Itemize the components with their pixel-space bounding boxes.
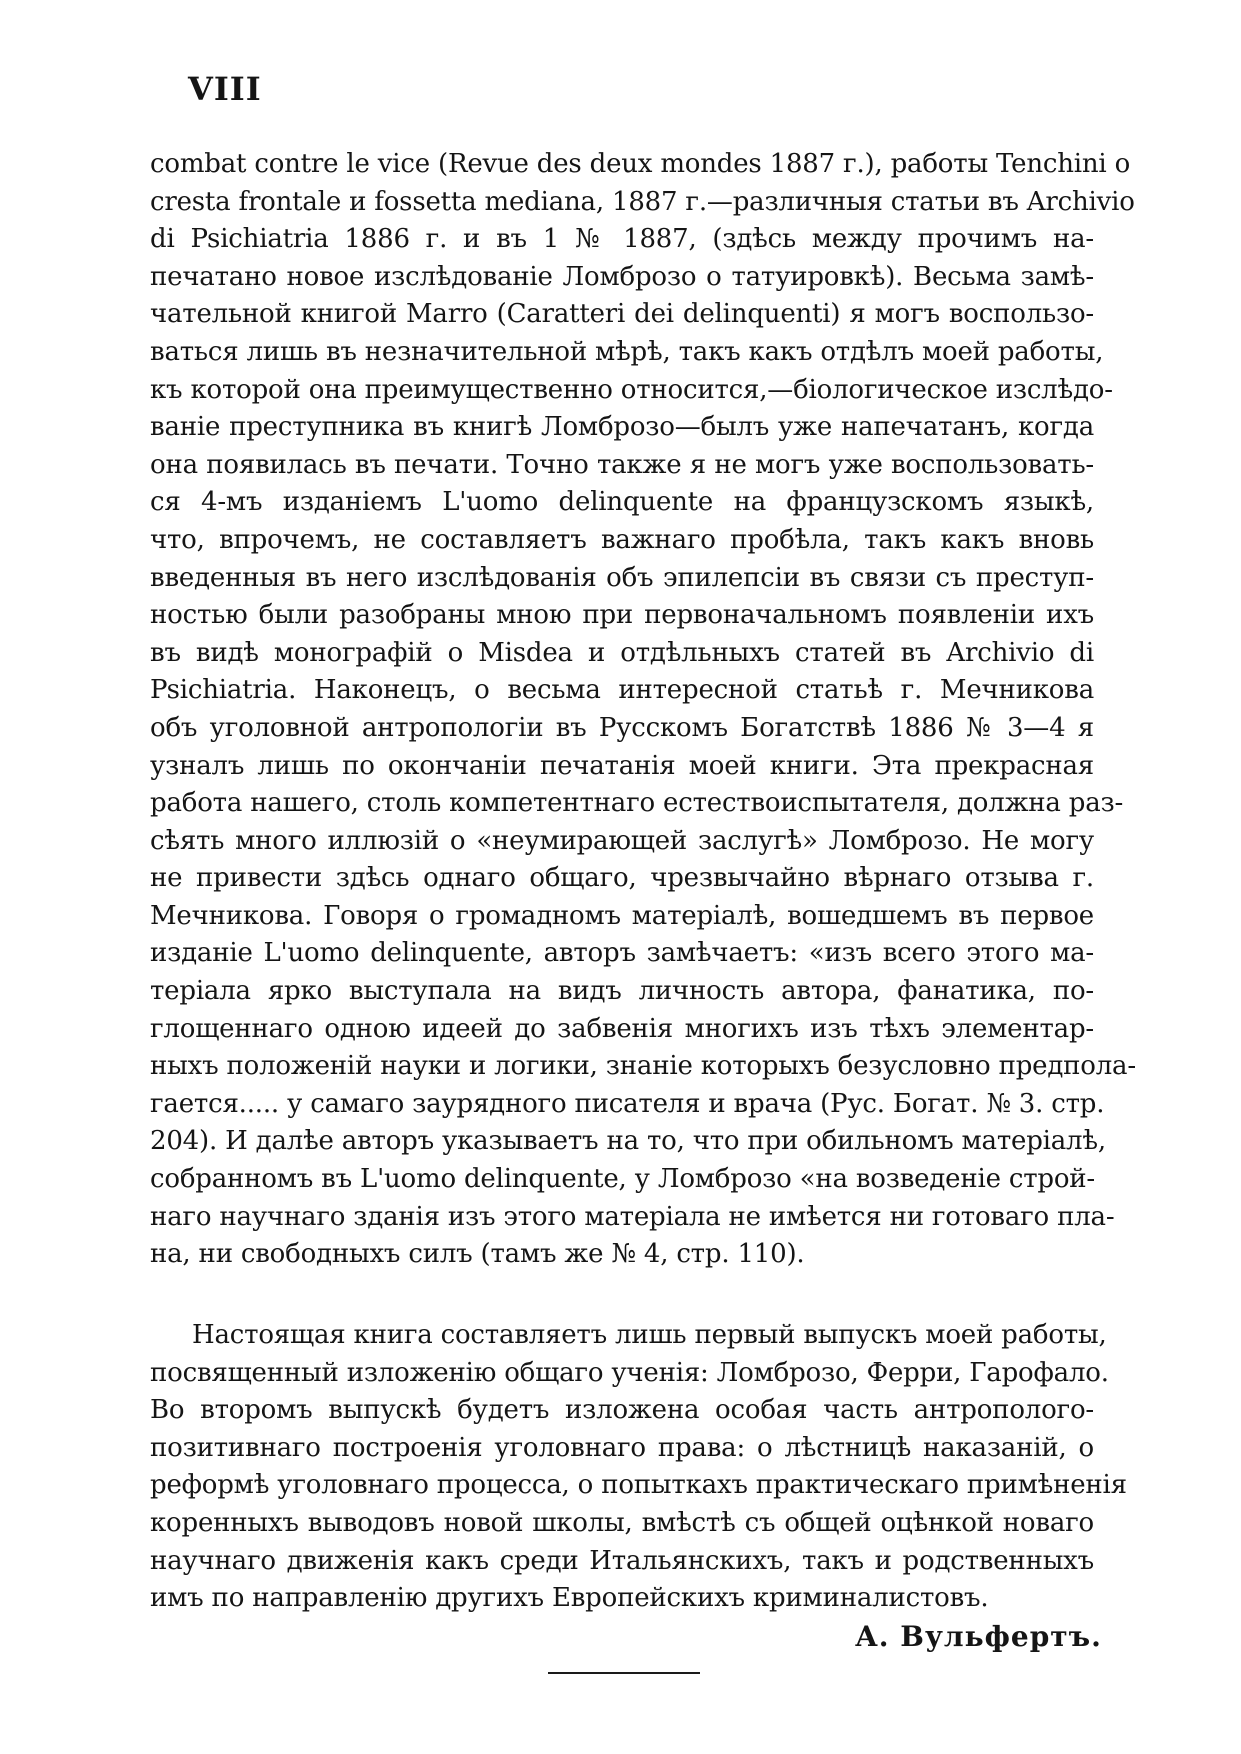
text-line: глощеннаго одною идеей до забвенія многихъ изъ тѣхъ элементар- [150, 1013, 1094, 1044]
text-line: на, ни свободныхъ силъ (тамъ же № 4, стр. 110). [150, 1239, 805, 1270]
text-line: узналъ лишь по окончаніи печатанія моей книги. Эта прекрасная [150, 750, 1094, 781]
text-line: cresta frontale и fossetta mediana, 1887 г.—различныя статьи въ Archivio [150, 186, 1135, 217]
text-line: имъ по направленію другихъ Европейскихъ криминалистовъ. [150, 1583, 989, 1614]
text-line: ваніе преступника въ книгѣ Ломброзо—былъ уже напечатанъ, когда [150, 412, 1094, 443]
text-line: что, впрочемъ, не составляетъ важнаго пробѣла, такъ какъ вновь [150, 524, 1094, 555]
text-line: чательной книгой Marro (Caratteri dei delinquenti) я могъ воспользо- [150, 299, 1094, 330]
text-line: научнаго движенія какъ среди Итальянскихъ, такъ и родственныхъ [150, 1545, 1094, 1576]
text-line: Во второмъ выпускѣ будетъ изложена особая часть антрополого- [150, 1395, 1094, 1426]
text-line: позитивнаго построенія уголовнаго права: о лѣстницѣ наказаній, о [150, 1432, 1094, 1463]
text-line: объ уголовной антропологіи въ Русскомъ Богатствѣ 1886 № 3—4 я [150, 712, 1094, 743]
text-line: Мечникова. Говоря о громадномъ матеріалѣ, вошедшемъ въ первое [150, 900, 1094, 931]
text-line: печатано новое изслѣдованіе Ломброзо о татуировкѣ). Весьма замѣ- [150, 261, 1094, 292]
text-line: сѣять много иллюзій о «неумирающей заслугѣ» Ломброзо. Не могу [150, 825, 1094, 856]
text-line: гается..... у самаго заурядного писателя и врача (Рус. Богат. № 3. стр. [150, 1088, 1105, 1119]
author-signature: А. Вульфертъ. [855, 1620, 1102, 1653]
text-line: изданіе L'uomo delinquente, авторъ замѣчаетъ: «изъ всего этого ма- [150, 938, 1094, 969]
text-line: Настоящая книга составляетъ лишь первый выпускъ моей работы, [192, 1320, 1107, 1350]
text-line: ся 4-мъ изданіемъ L'uomo delinquente на французскомъ языкѣ, [150, 487, 1094, 518]
text-line: къ которой она преимущественно относится,—біологическое изслѣдо- [150, 374, 1113, 405]
text-line: Psichiatria. Наконецъ, о весьма интересной статьѣ г. Мечникова [150, 675, 1094, 706]
text-line: въ видѣ монографій о Misdea и отдѣльныхъ статей въ Archivio di [150, 637, 1094, 668]
text-line: ностью были разобраны мною при первоначальномъ появленіи ихъ [150, 600, 1094, 631]
end-rule [548, 1672, 700, 1674]
text-line: combat contre le vice (Revue des deux mondes 1887 г.), работы Tenchini о [150, 149, 1131, 179]
text-line: ваться лишь въ незначительной мѣрѣ, такъ какъ отдѣлъ моей работы, [150, 336, 1104, 367]
text-line: ныхъ положеній науки и логики, знаніе которыхъ безусловно предпола- [150, 1051, 1136, 1082]
text-line: di Psichiatria 1886 г. и въ 1 № 1887, (здѣсь между прочимъ на- [150, 224, 1094, 255]
paragraph-1 [150, 146, 1136, 1274]
text-line: 204). И далѣе авторъ указываетъ на то, что при обильномъ матеріалѣ, [150, 1126, 1106, 1157]
page-number: VIII [188, 70, 262, 108]
text-line: наго научнаго зданія изъ этого матеріала не имѣется ни готоваго пла- [150, 1201, 1115, 1232]
text-line: посвященный изложенію общаго ученія: Ломброзо, Ферри, Гарофало. [150, 1357, 1109, 1388]
text-line: не привести здѣсь однаго общаго, чрезвычайно вѣрнаго отзыва г. [150, 863, 1094, 894]
text-line: она появилась въ печати. Точно также я не могъ уже воспользовать- [150, 449, 1094, 480]
text-line: введенныя въ него изслѣдованія объ эпилепсіи въ связи съ преступ- [150, 562, 1094, 593]
text-line: собранномъ въ L'uomo delinquente, у Ломброзо «на возведеніе строй- [150, 1164, 1096, 1195]
text-line: реформѣ уголовнаго процесса, о попыткахъ практическаго примѣненія [150, 1470, 1127, 1501]
paragraph-2 [150, 1317, 1127, 1618]
text-line: работа нашего, столь компетентнаго естествоиспытателя, должна раз- [150, 788, 1124, 819]
text-line: теріала ярко выступала на видъ личность автора, фанатика, по- [150, 976, 1094, 1007]
text-line: коренныхъ выводовъ новой школы, вмѣстѣ съ общей оцѣнкой новаго [150, 1507, 1094, 1538]
